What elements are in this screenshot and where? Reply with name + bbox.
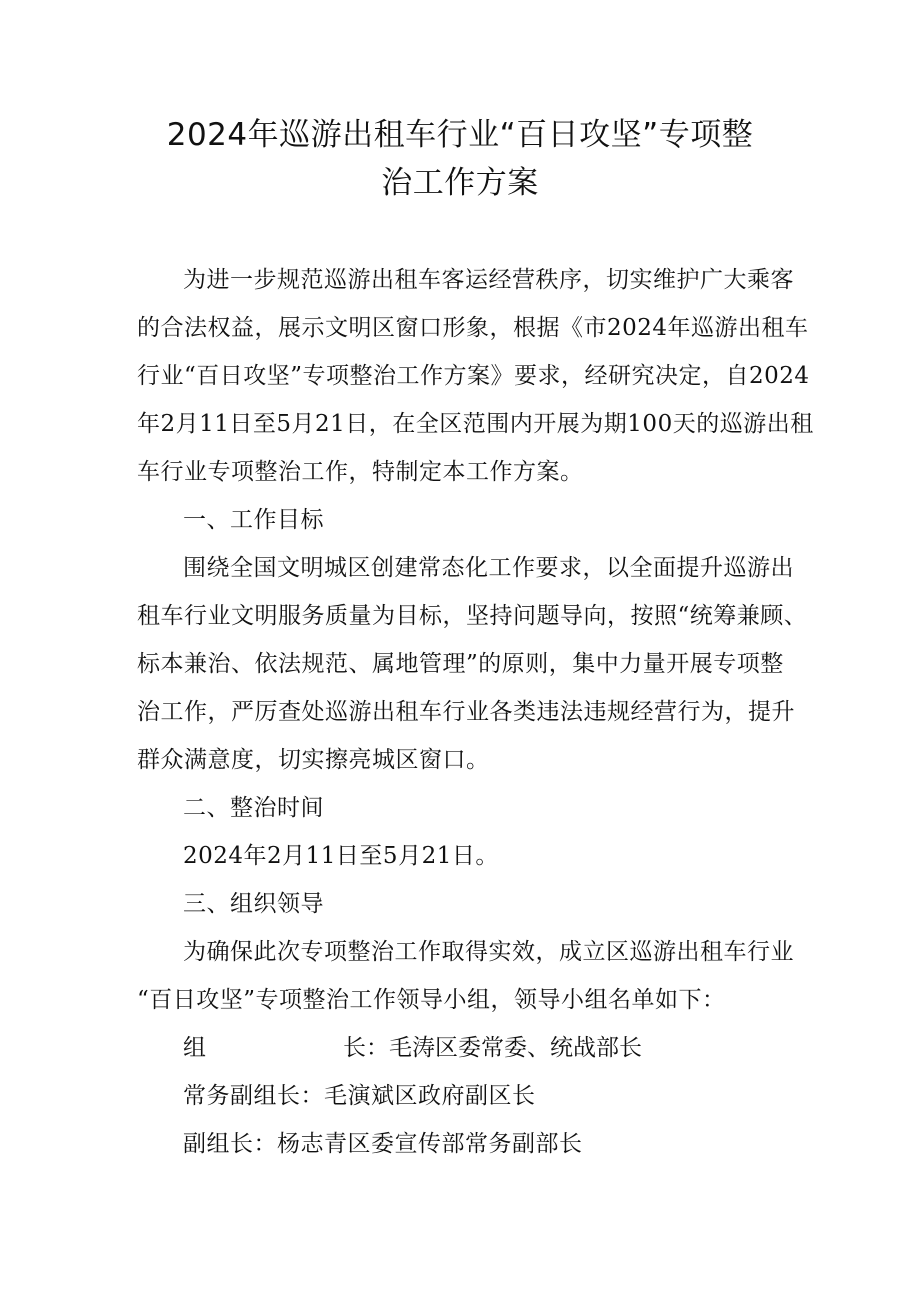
section-1-line-5: 群众满意度，切实擦亮城区窗口。 — [137, 747, 490, 773]
section-3-line-2: “百日攻坚”专项整治工作领导小组，领导小组名单如下： — [137, 987, 726, 1013]
intro-line-3: 行业“百日攻坚”专项整治工作方案》要求，经研究决定，自2024 — [137, 363, 810, 389]
intro-line-5: 车行业专项整治工作，特制定本工作方案。 — [137, 459, 584, 485]
document-title-line-2: 治工作方案 — [381, 165, 539, 201]
section-2-text: 2024年2月11日至5月21日。 — [183, 843, 499, 869]
section-3-heading: 三、组织领导 — [183, 891, 324, 917]
intro-line-4: 年2月11日至5月21日，在全区范围内开展为期100天的巡游出租 — [137, 411, 814, 437]
deputy-entry: 副组长：杨志青区委宣传部常务副部长 — [183, 1131, 583, 1157]
section-3-line-1: 为确保此次专项整治工作取得实效，成立区巡游出租车行业 — [183, 939, 794, 965]
leader-role-char: 组 — [183, 1035, 206, 1061]
section-2-heading: 二、整治时间 — [183, 795, 324, 821]
section-1-line-2: 租车行业文明服务质量为目标，坚持问题导向，按照“统筹兼顾、 — [137, 603, 808, 629]
intro-line-2: 的合法权益，展示文明区窗口形象，根据《市2024年巡游出租车 — [137, 315, 809, 341]
intro-line-1: 为进一步规范巡游出租车客运经营秩序，切实维护广大乘客 — [183, 267, 794, 293]
section-1-heading: 一、工作目标 — [183, 507, 324, 533]
document-title-line-1: 2024年巡游出租车行业“百日攻坚”专项整 — [166, 117, 754, 153]
executive-deputy-entry: 常务副组长：毛演斌区政府副区长 — [183, 1083, 536, 1109]
section-1-line-4: 治工作，严厉查处巡游出租车行业各类违法违规经营行为，提升 — [137, 699, 795, 725]
section-1-line-3: 标本兼治、依法规范、属地管理”的原则，集中力量开展专项整 — [137, 651, 784, 677]
section-1-line-1: 围绕全国文明城区创建常态化工作要求，以全面提升巡游出 — [183, 555, 794, 581]
leader-entry: 长：毛涛区委常委、统战部长 — [343, 1035, 642, 1061]
